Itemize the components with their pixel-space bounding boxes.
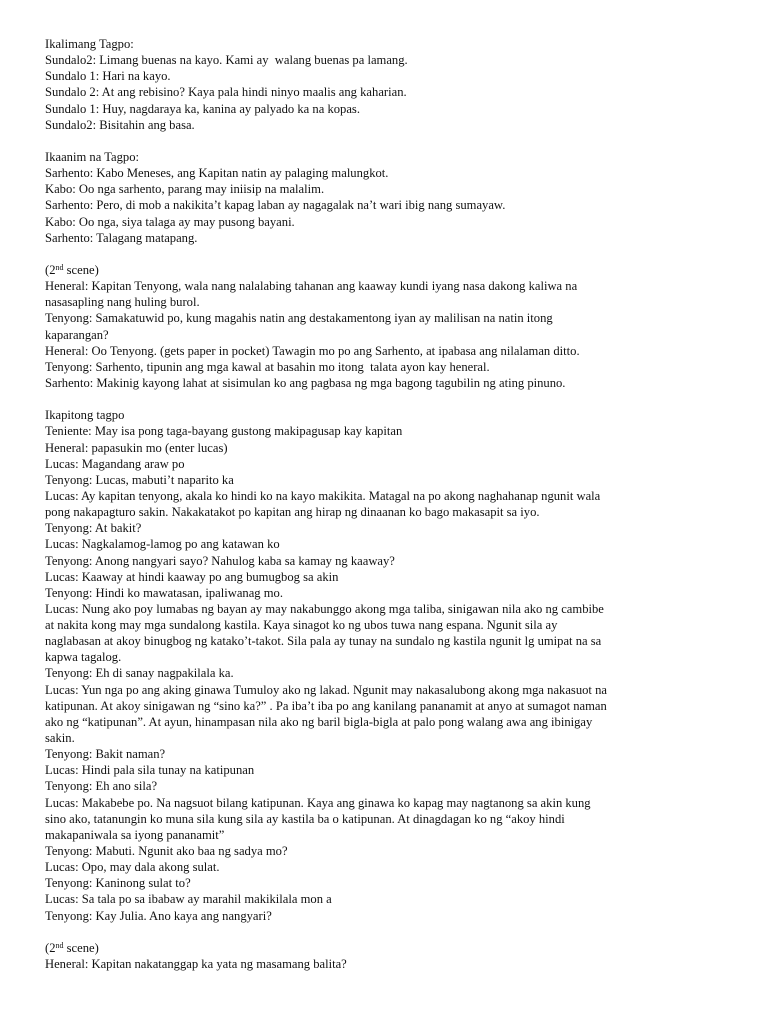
text-line: Sarhento: Pero, di mob a nakikita’t kapag laban ay nagagalak na’t wari ibig nang sumayaw. [45,198,506,213]
text-line: Tenyong: Sarhento, tipunin ang mga kawal at basahin mo itong talata ayon kay heneral. [45,359,490,374]
text-line: Tenyong: Lucas, mabuti’t naparito ka [45,472,234,487]
text-line: at nakita kong may mga sundalong kastila. Kaya sinagot ko ng ubos tuwa nang espana. Ngunit sila ay [45,618,558,633]
text-line: Lucas: Nung ako poy lumabas ng bayan ay may nakabunggo akong mga taliba, sinigawan nila ako ng cambibe [45,601,604,616]
text-line: Sundalo 2: At ang rebisino? Kaya pala hindi ninyo maalis ang kaharian. [45,85,407,100]
text-line: katipunan. At akoy sinigawan ng “sino ka?” . Pa iba’t iba po ang kanilang pananamit at anyo at sumagot naman [45,698,607,713]
text-line: Heneral: Kapitan nakatanggap ka yata ng masamang balita? [45,957,347,972]
text-line: sakin. [45,731,75,746]
text-line: Sundalo 1: Huy, nagdaraya ka, kanina ay palyado ka na kopas. [45,101,360,116]
text-line: Ikaanim na Tagpo: [45,149,140,164]
text-line: Kabo: Oo nga sarhento, parang may iniisip na malalim. [45,182,325,197]
text-line: Sundalo2: Bisitahin ang basa. [45,117,195,132]
text-line: Sundalo2: Limang buenas na kayo. Kami ay walang buenas pa lamang. [45,53,408,68]
text-line: nasasapling nang huling burol. [45,295,200,310]
text-line: Lucas: Kaaway at hindi kaaway po ang bumugbog sa akin [45,569,339,584]
text-line: naglabasan at akoy binugbog ng katako’t-takot. Sila pala ay tunay na sundalo ng kastila ngunit lg umipat na sa [45,634,602,649]
scene-marker-line: (2nd scene) [45,262,99,277]
blank-line [45,246,735,262]
text-line: Tenyong: At bakit? [45,521,142,536]
text-line: Lucas: Opo, may dala akong sulat. [45,860,220,875]
text-line: Tenyong: Kay Julia. Ano kaya ang nangyari? [45,908,272,923]
blank-line [45,133,735,149]
text-line: Tenyong: Eh ano sila? [45,779,158,794]
text-line: kapwa tagalog. [45,650,122,665]
text-line: Heneral: Kapitan Tenyong, wala nang nalalabing tahanan ang kaaway kundi iyang nasa dakong kaliwa na [45,279,578,294]
text-line: Lucas: Yun nga po ang aking ginawa Tumuloy ako ng lakad. Ngunit may nakasalubong akong mga nakasuot na [45,682,607,697]
text-line: Heneral: Oo Tenyong. (gets paper in pocket) Tawagin mo po ang Sarhento, at ipabasa ang nilalaman ditto. [45,343,580,358]
text-line: sino ako, tatanungin ko muna sila kung sila ay kastila ba o katipunan. At dinagdagan ko ng “akoy hindi [45,811,565,826]
text-line: Kabo: Oo nga, siya talaga ay may pusong bayani. [45,214,295,229]
text-line: Tenyong: Kaninong sulat to? [45,876,191,891]
text-line: Tenyong: Hindi ko mawatasan, ipaliwanag mo. [45,585,283,600]
text-line: Lucas: Nagkalamog-lamog po ang katawan ko [45,537,280,552]
text-line: Tenyong: Bakit naman? [45,747,166,762]
text-line: kaparangan? [45,327,109,342]
text-line: Sundalo 1: Hari na kayo. [45,69,171,84]
text-line: Heneral: papasukin mo (enter lucas) [45,440,228,455]
text-line: ako ng “katipunan”. At ayun, hinampasan nila ako ng baril bigla-bigla at palo pong walang awa ang ibinigay [45,714,593,729]
text-line: Sarhento: Kabo Meneses, ang Kapitan natin ay palaging malungkot. [45,166,389,181]
text-line: Tenyong: Eh di sanay nagpakilala ka. [45,666,234,681]
text-line: Tenyong: Mabuti. Ngunit ako baa ng sadya mo? [45,844,288,859]
text-line: Lucas: Magandang araw po [45,456,185,471]
text-line: Lucas: Hindi pala sila tunay na katipunan [45,763,255,778]
text-line: Tenyong: Samakatuwid po, kung magahis natin ang destakamentong iyan ay malilisan na natin itong [45,311,553,326]
text-line: Lucas: Ay kapitan tenyong, akala ko hindi ko na kayo makikita. Matagal na po akong naghahanap ngunit wala [45,488,601,503]
scene-marker-line: (2nd scene) [45,940,99,955]
document-page [45,36,735,972]
text-line: Teniente: May isa pong taga-bayang gustong makipagusap kay kapitan [45,424,403,439]
blank-line [45,391,735,407]
blank-line [45,924,735,940]
text-line: Lucas: Makabebe po. Na nagsuot bilang katipunan. Kaya ang ginawa ko kapag may nagtanong sa akin kung [45,795,591,810]
text-line: Sarhento: Makinig kayong lahat at sisimulan ko ang pagbasa ng mga bagong tagubilin ng ating pinuno. [45,375,566,390]
text-line: Ikalimang Tagpo: [45,37,134,51]
text-line: Tenyong: Anong nangyari sayo? Nahulog kaba sa kamay ng kaaway? [45,553,395,568]
text-line: Lucas: Sa tala po sa ibabaw ay marahil makikilala mon a [45,892,332,907]
text-line: pong nakapagturo sakin. Nakakatakot po kapitan ang hirap ng dinaanan ko bago makasapit sa iyo. [45,505,540,520]
text-line: Sarhento: Talagang matapang. [45,230,198,245]
text-line: makapaniwala sa iyong pananamit” [45,827,225,842]
text-line: Ikapitong tagpo [45,408,125,423]
